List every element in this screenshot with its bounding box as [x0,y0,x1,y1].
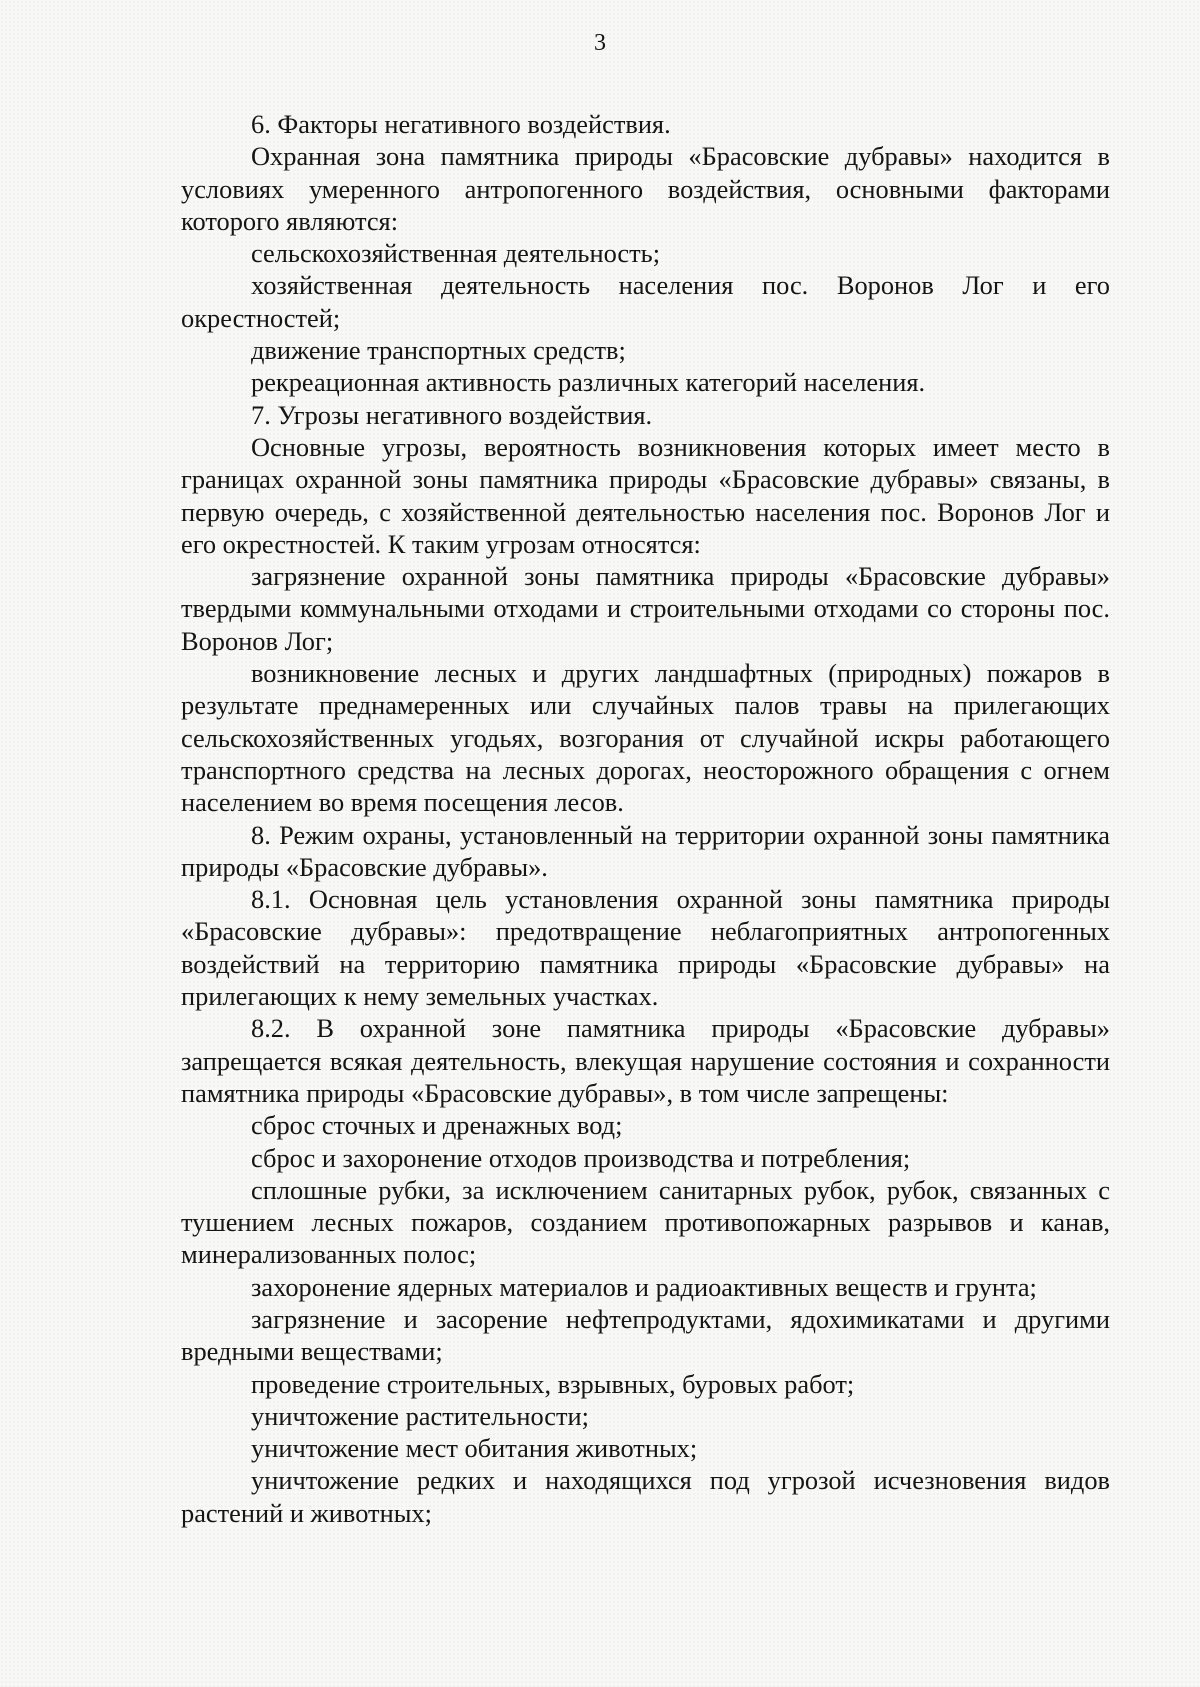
list-item: сброс сточных и дренажных вод; [251,1110,623,1141]
list-item: проведение строительных, взрывных, буровых работ; [251,1368,855,1399]
section-heading-8: 8. Режим охраны, установленный на территории охранной зоны памятника природы «Брасовские дубравы». [181,819,1110,882]
paragraph: Охранная зона памятника природы «Брасовские дубравы» находится в условиях умеренного антропогенного воздействия, основными факторами которого являются: [181,141,1110,236]
list-item: сплошные рубки, за исключением санитарных рубок, рубок, связанных с тушением лесных пожаров, созданием противопожарных разрывов и канав, минерализованных полос; [181,1174,1110,1270]
list-item: загрязнение охранной зоны памятника природы «Брасовские дубравы» твердыми коммунальными отходами и строительными отходами со стороны пос. Воронов Лог; [181,561,1110,656]
list-item: уничтожение редких и находящихся под угрозой исчезновения видов растений и животных; [181,1465,1110,1528]
list-item: загрязнение и засорение нефтепродуктами, ядохимикатами и другими вредными веществами; [181,1303,1110,1367]
list-item: сельскохозяйственная деятельность; [251,238,661,269]
paragraph: 8.2. В охранной зоне памятника природы «Брасовские дубравы» запрещается всякая деятельность, влекущая нарушение состояния и сохранности памятника природы «Брасовские дубравы», в том числе запрещены: [181,1013,1110,1108]
list-item: уничтожение мест обитания животных; [251,1433,698,1464]
list-item: рекреационная активность различных категорий населения. [251,367,926,398]
list-item: уничтожение растительности; [251,1400,590,1431]
list-item: захоронение ядерных материалов и радиоактивных веществ и грунта; [251,1271,1037,1302]
list-item: возникновение лесных и других ландшафтных (природных) пожаров в результате преднамеренных или случайных палов травы на прилегающих сельскохозяйственных угодьях, возгорания от случайной искры работающего транспортного средства на лесных дорогах, неосторожного обращения с огнем населением во время посещения лесов. [181,658,1110,818]
paragraph: Основные угрозы, вероятность возникновения которых имеет место в границах охранной зоны памятника природы «Брасовские дубравы» связаны, в первую очередь, с хозяйственной деятельностью населения пос. Воронов Лог и его окрестностей. К таким угрозам относятся: [181,431,1110,559]
list-item: хозяйственная деятельность населения пос. Воронов Лог и его окрестностей; [181,270,1110,333]
list-item: сброс и захоронение отходов производства и потребления; [251,1142,911,1173]
list-item: движение транспортных средств; [251,335,626,366]
paragraph: 8.1. Основная цель установления охранной зоны памятника природы «Брасовские дубравы»: предотвращение неблагоприятных антропогенных воздействий на территорию памятника природы «Брасовские дубравы» на прилегающих к нему земельных участках. [181,884,1110,1012]
section-heading-6: 6. Факторы негативного воздействия. [251,109,671,139]
section-heading-7: 7. Угрозы негативного воздействия. [251,399,653,430]
page-number: 3 [594,30,606,56]
document-body [181,108,1110,1529]
